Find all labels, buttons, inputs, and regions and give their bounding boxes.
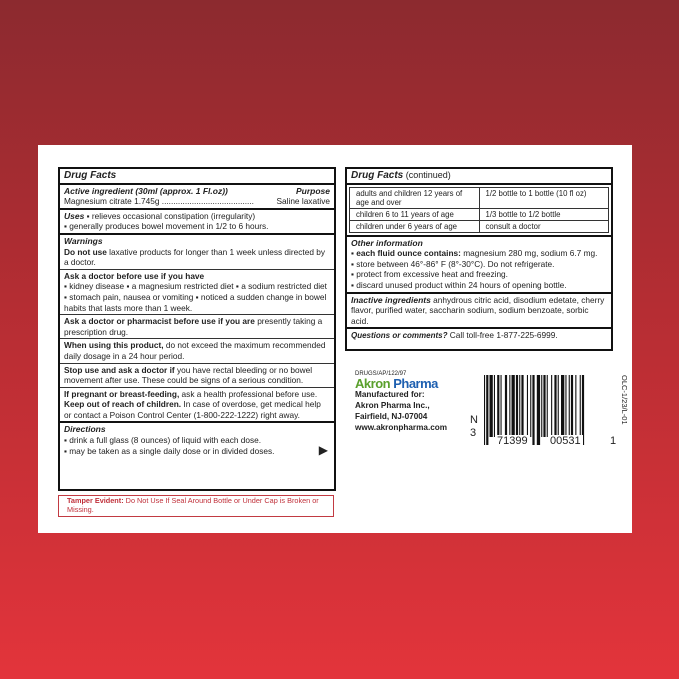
- other-information-section: Other information ▪ each fluid ounce contains: magnesium 280 mg, sodium 6.7 mg. ▪ store between 46°-86° F (8°-30°C). Do not refrigerate. ▪ protect from excessive heat and freezing. ▪ discard unused product within 24 hours of opening bottle.: [347, 237, 611, 294]
- purpose: Saline laxative: [276, 196, 330, 207]
- questions-text: Call toll-free 1-877-225-6999.: [447, 330, 558, 341]
- barcode-bar: [554, 375, 556, 437]
- barcode-bar: [519, 375, 520, 437]
- ask-doctor-item: a sodium restricted diet: [241, 281, 327, 292]
- stop-use-label: Stop use and ask a doctor if: [64, 364, 175, 375]
- barcode-bar: [561, 375, 564, 437]
- age-cell: children under 6 years of age: [350, 220, 480, 232]
- manufacturer-website: www.akronpharma.com: [355, 423, 448, 432]
- warnings-heading: Warnings: [64, 235, 103, 246]
- barcode-bar: [512, 375, 515, 437]
- logo-part: n: [382, 376, 391, 391]
- barcode-bar: [494, 375, 495, 437]
- age-cell: adults and children 12 years of age and over: [350, 187, 480, 208]
- keep-out-text: In case of overdose, get medical help or contact a Poison Control Center (1-800-222-1222) right away.: [64, 399, 321, 420]
- continued-suffix: (continued): [403, 170, 451, 180]
- manufacturer-name: Akron Pharma Inc.,: [355, 401, 430, 410]
- ask-doctor-heading: Ask a doctor before use if you have: [64, 270, 205, 281]
- drug-facts-title-section: [60, 169, 334, 185]
- warnings-section: [60, 235, 334, 424]
- continued-title: Drug Facts: [351, 170, 404, 181]
- active-ingredient: Magnesium citrate 1.745g ........................................: [64, 196, 254, 207]
- table-row: [350, 220, 609, 232]
- ask-doctor-item: a magnesium restricted diet: [131, 281, 234, 292]
- barcode-first-digit: 3: [470, 427, 477, 439]
- barcode-bar: [558, 375, 559, 437]
- barcode-check-digit: 1: [610, 435, 617, 447]
- barcode-prefix: N: [470, 414, 478, 426]
- barcode-bar: [537, 375, 540, 445]
- when-using-text: do not exceed the maximum recommended daily dosage in a 24 hour period.: [64, 340, 326, 361]
- stop-use-text: you have rectal bleeding or no bowel movement after use. These could be signs of a serious condition.: [64, 364, 313, 386]
- ask-doctor-item: stomach pain, nausea or vomiting: [69, 291, 194, 302]
- logo-part: o: [375, 376, 383, 391]
- purpose-heading: Purpose: [295, 185, 330, 196]
- inactive-heading: Inactive ingredients: [351, 294, 431, 305]
- when-using-label: When using this product,: [64, 340, 164, 351]
- uses-section: Uses ▪ relieves occasional constipation (irregularity) ▪ generally produces bowel movement in 1/2 to 6 hours.: [60, 210, 334, 235]
- directions-section: Directions ▪ drink a full glass (8 ounces) of liquid with each dose. ▪ may be taken as a single daily dose or in divided doses. ▶: [64, 424, 328, 457]
- ask-pharmacist-text: presently taking a prescription drug.: [64, 316, 323, 337]
- barcode-bar: [509, 375, 510, 437]
- barcode-bar: [484, 375, 485, 445]
- barcode-bar: [569, 375, 570, 437]
- license-number: DRUGS/AP/122/97: [355, 371, 407, 377]
- side-code: OLC-1/23/L-01: [620, 375, 629, 425]
- barcode-bar: [486, 375, 488, 445]
- other-info-item: discard unused product within 24 hours of opening bottle.: [356, 279, 567, 290]
- ask-doctor-item: kidney disease: [69, 281, 125, 292]
- do-not-use-label: Do not use: [64, 246, 107, 257]
- other-info-text: magnesium 280 mg, sodium 6.7 mg.: [460, 248, 598, 259]
- dose-cell: consult a doctor: [479, 220, 609, 232]
- barcode-bar: [565, 375, 566, 437]
- barcode-bar: [532, 375, 534, 445]
- ask-pharmacist-label: Ask a doctor or pharmacist before use if you are: [64, 316, 255, 327]
- barcode-group1: 71399: [497, 435, 528, 447]
- ask-doctor-item: noticed a sudden change in bowel habits that lasts more than 1 week.: [64, 291, 327, 313]
- barcode-bar: [580, 375, 581, 437]
- do-not-use-text: laxative products for longer than 1 week unless directed by a doctor.: [64, 246, 326, 268]
- directions-heading: Directions: [64, 424, 106, 435]
- direction-item: may be taken as a single daily dose or in divided doses.: [69, 445, 275, 456]
- other-info-label: each fluid ounce contains:: [356, 248, 461, 259]
- dosage-table: [349, 187, 609, 233]
- active-ingredient-section: [60, 185, 334, 210]
- barcode-bar: [575, 375, 576, 437]
- pregnant-label: If pregnant or breast-feeding,: [64, 388, 180, 399]
- barcode-bar: [497, 375, 499, 437]
- tamper-label: Tamper Evident:: [67, 496, 124, 505]
- use-item: generally produces bowel movement in 1/2 to 6 hours.: [69, 221, 269, 232]
- barcode: [470, 375, 629, 447]
- direction-item: drink a full glass (8 ounces) of liquid with each dose.: [69, 435, 262, 446]
- use-item: relieves occasional constipation (irregularity): [91, 210, 256, 221]
- tamper-text: Do Not Use If Seal Around Bottle or Under Cap is Broken or Missing.: [67, 496, 319, 514]
- other-info-item: store between 46°-86° F (8°-30°C). Do not refrigerate.: [356, 258, 555, 269]
- other-info-heading: Other information: [351, 237, 423, 248]
- table-row: [350, 187, 609, 208]
- barcode-bar: [505, 375, 507, 437]
- inactive-ingredients-section: [347, 294, 611, 330]
- barcode-bar: [541, 375, 542, 437]
- barcode-group2: 00531: [550, 435, 581, 447]
- dose-cell: 1/3 bottle to 1/2 bottle: [479, 208, 609, 220]
- manufacturer-info: [355, 370, 447, 433]
- dose-cell: 1/2 bottle to 1 bottle (10 fl oz): [479, 187, 609, 208]
- tamper-evident-notice: [58, 495, 334, 517]
- questions-heading: Questions or comments?: [351, 331, 448, 341]
- barcode-bar: [516, 375, 518, 437]
- barcode-bar: [527, 375, 528, 437]
- drug-facts-title: Drug Facts: [64, 170, 117, 181]
- barcode-bar: [521, 375, 523, 437]
- uses-heading: Uses: [64, 210, 85, 221]
- table-row: [350, 208, 609, 220]
- questions-section: [347, 329, 611, 343]
- barcode-bar: [490, 375, 493, 437]
- drug-facts-continued-panel: [345, 167, 613, 351]
- logo-part: Pharma: [390, 376, 438, 391]
- active-heading: Active ingredient (30ml (approx. 1 Fl.oz)): [64, 185, 228, 196]
- ask-doctor-list: ▪ kidney disease ▪ a magnesium restricted diet ▪ a sodium restricted diet ▪ stomach pain, nausea or vomiting ▪ noticed a sudden change in bowel habits that lasts more than 1 week.: [64, 281, 327, 313]
- continue-arrow-icon: ▶: [318, 442, 328, 457]
- barcode-bar: [547, 375, 548, 437]
- pregnant-text: ask a health professional before use.: [179, 388, 318, 399]
- keep-out-label: Keep out of reach of children.: [64, 399, 182, 410]
- akron-pharma-logo: [355, 378, 447, 389]
- manufacturer-address: Fairfield, NJ-07004: [355, 412, 428, 421]
- barcode-bar: [571, 375, 573, 437]
- manufactured-for-label: Manufactured for:: [355, 390, 425, 399]
- other-info-item: protect from excessive heat and freezing.: [356, 269, 508, 280]
- barcode-bar: [543, 375, 545, 437]
- barcode-bar: [501, 375, 502, 437]
- inactive-text: anhydrous citric acid, disodium edetate, cherry flavor, purified water, saccharin sodium, sodium benzoate, sorbic acid.: [351, 294, 605, 326]
- logo-part: Akr: [355, 376, 376, 391]
- barcode-bar: [551, 375, 552, 437]
- drug-facts-panel: [58, 167, 336, 491]
- barcode-bar: [530, 375, 531, 437]
- age-cell: children 6 to 11 years of age: [350, 208, 480, 220]
